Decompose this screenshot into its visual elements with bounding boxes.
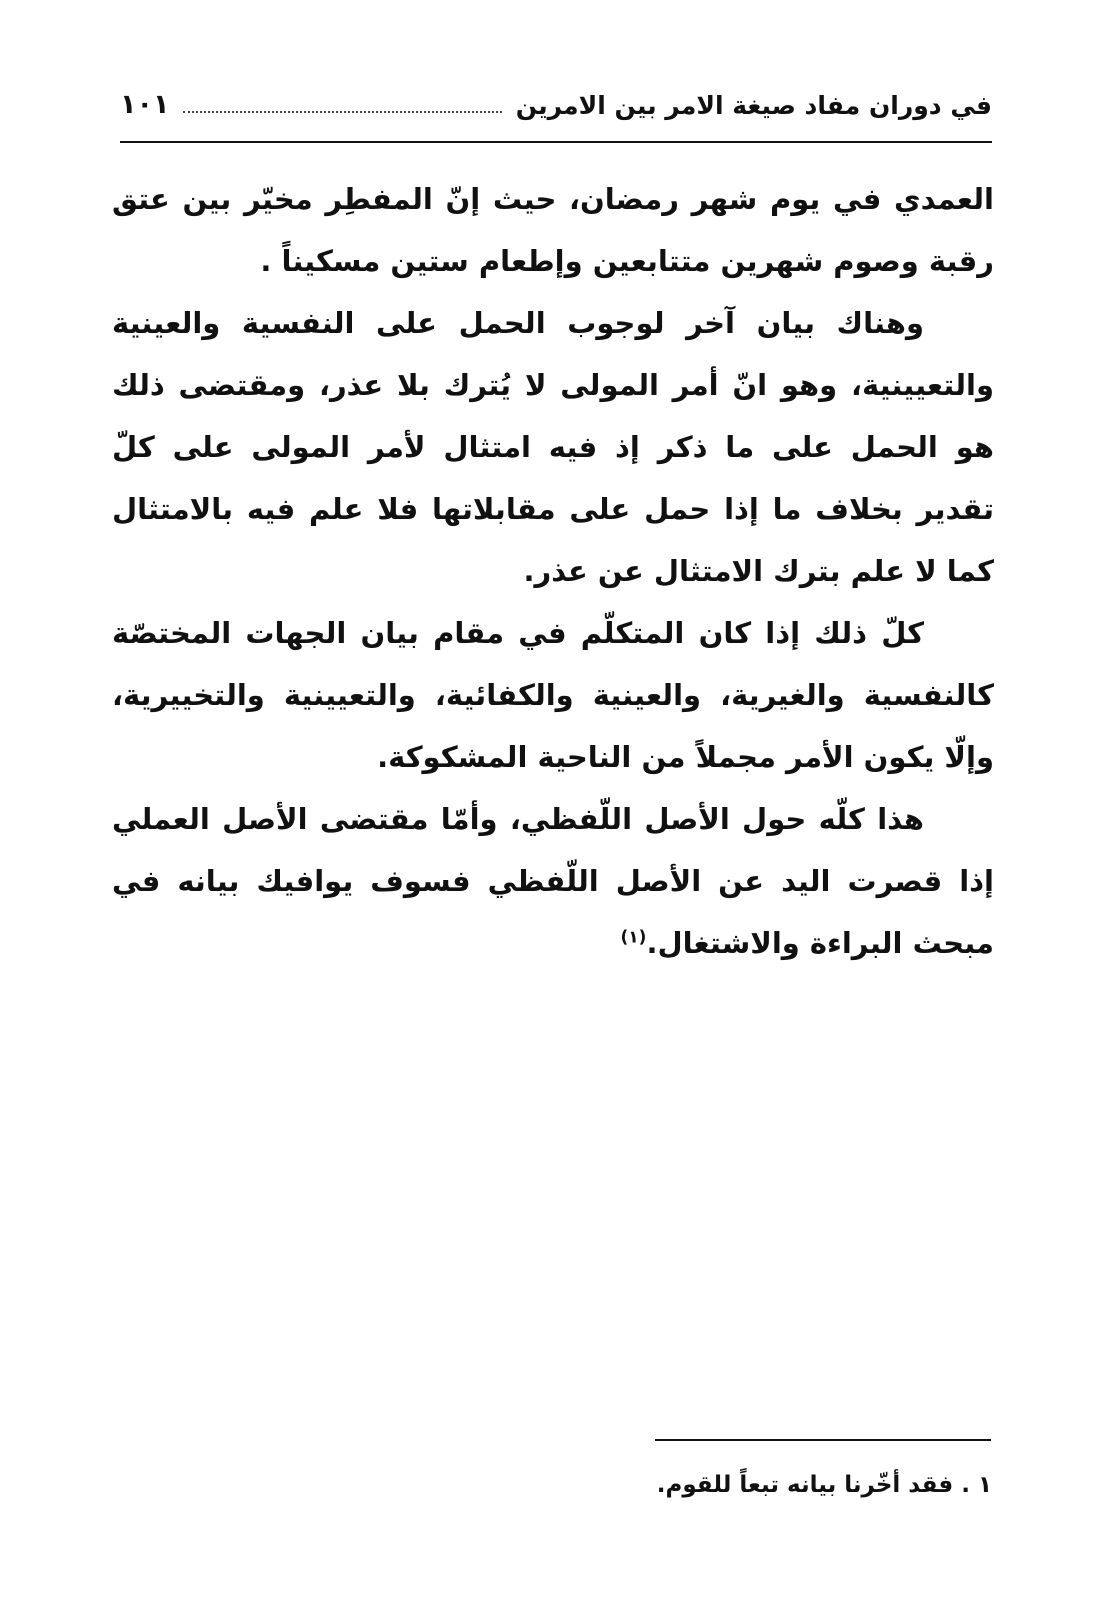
paragraph-4 <box>112 788 994 974</box>
running-head <box>120 78 992 118</box>
footnote-reference: (١) <box>620 927 647 948</box>
paragraph-4-text: هذا كلّه حول الأصل اللّفظي، وأمّا مقتضى الأصل العملي إذا قصرت اليد عن الأصل اللّفظي فسوف يوافيك بيانه في مبحث البراءة والاشتغال. <box>112 802 994 960</box>
paragraph-3: كلّ ذلك إذا كان المتكلّم في مقام بيان الجهات المختصّة كالنفسية والغيرية، والعينية والكفائية، والتعيينية والتخييرية، وإلّا يكون الأمر مجملاً من الناحية المشكوكة. <box>112 616 994 774</box>
header-rule <box>120 141 992 143</box>
body-text <box>112 168 994 974</box>
paragraph-1: العمدي في يوم شهر رمضان، حيث إنّ المفطِر مخيّر بين عتق رقبة وصوم شهرين متتابعين وإطعام ستين مسكيناً . <box>112 182 994 278</box>
footnote: ١ . فقد أخّرنا بيانه تبعاً للقوم. <box>656 1472 992 1498</box>
page-number: ١٠١ <box>120 89 170 120</box>
leader-dots <box>183 110 501 113</box>
footnote-rule <box>655 1439 991 1441</box>
running-title: في دوران مفاد صيغة الامر بين الامرين <box>515 91 992 120</box>
paragraph-2: وهناك بيان آخر لوجوب الحمل على النفسية والعينية والتعيينية، وهو انّ أمر المولى لا يُترك بلا عذر، ومقتضى ذلك هو الحمل على ما ذكر إذ فيه امتثال لأمر المولى على كلّ تقدير بخلاف ما إذا حمل على مقابلاتها فلا علم فيه بالامتثال كما لا علم بترك الامتثال عن عذر. <box>112 306 994 588</box>
